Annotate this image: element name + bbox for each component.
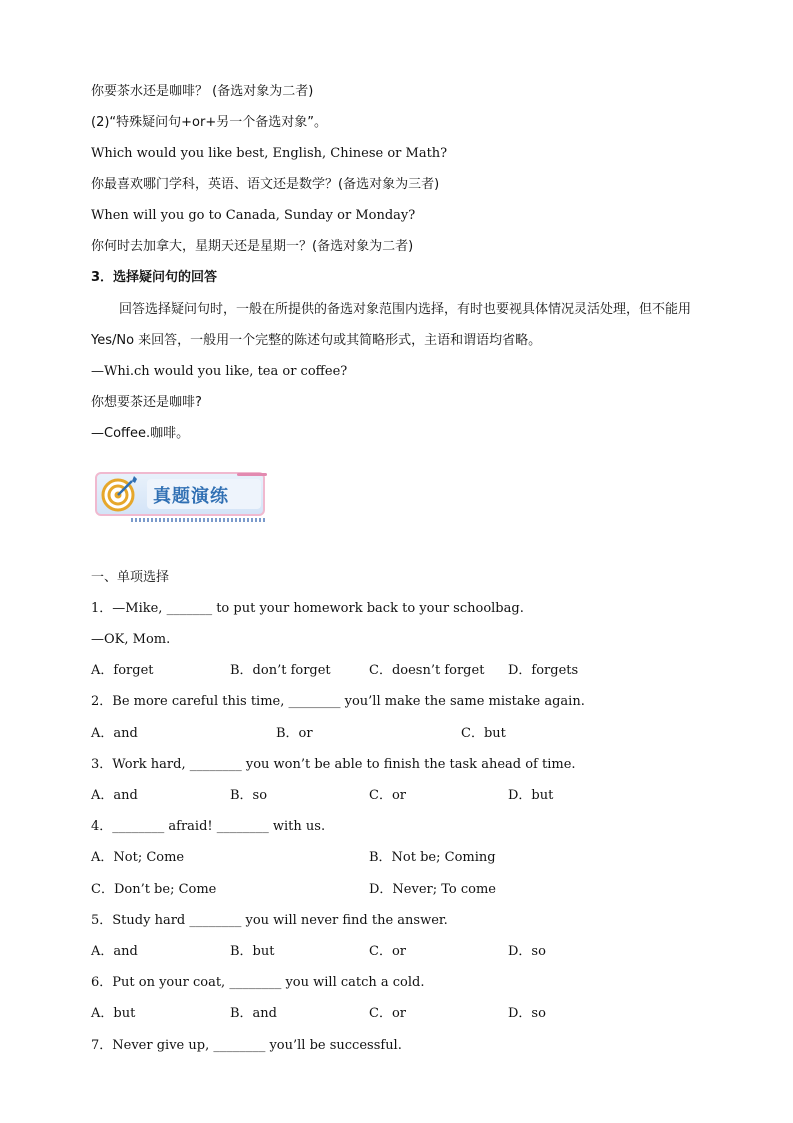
question-4-option-d[interactable]: D．Never; To come bbox=[369, 882, 497, 897]
question-4-option-b[interactable]: B．Not be; Coming bbox=[369, 850, 496, 865]
example-line-2: 你想要茶还是咖啡? bbox=[91, 395, 202, 410]
intro-line-2: (2)“特殊疑问句+or+另一个备选对象”。 bbox=[91, 115, 327, 130]
exercise-heading: 一、单项选择 bbox=[91, 570, 170, 585]
banner-accent bbox=[237, 473, 267, 476]
example-line-3: —Coffee.咖啡。 bbox=[91, 426, 190, 441]
question-3-option-b[interactable]: B．so bbox=[230, 788, 268, 803]
question-3-stem: 3．Work hard, ________ you won’t be able to finish the task ahead of time. bbox=[91, 757, 576, 772]
question-5-option-c[interactable]: C．or bbox=[369, 944, 406, 959]
question-4-stem: 4．________ afraid! ________ with us. bbox=[91, 819, 326, 834]
question-2-option-a[interactable]: A．and bbox=[91, 726, 138, 741]
example-line-1: —Whi.ch would you like, tea or coffee? bbox=[91, 364, 348, 379]
intro-line-4: 你最喜欢哪门学科，英语、语文还是数学？(备选对象为三者) bbox=[91, 177, 440, 192]
question-4-option-a[interactable]: A．Not; Come bbox=[91, 850, 185, 865]
question-5-option-b[interactable]: B．but bbox=[230, 944, 275, 959]
question-6-option-a[interactable]: A．but bbox=[91, 1006, 136, 1021]
intro-line-3: Which would you like best, English, Chinese or Math? bbox=[91, 146, 448, 161]
question-1-option-a[interactable]: A．forget bbox=[91, 663, 154, 678]
question-6-option-c[interactable]: C．or bbox=[369, 1006, 406, 1021]
section-paragraph bbox=[91, 294, 703, 356]
question-1-option-d[interactable]: D．forgets bbox=[508, 663, 579, 678]
question-1-option-c[interactable]: C．doesn’t forget bbox=[369, 663, 485, 678]
section-banner bbox=[91, 470, 269, 526]
question-1-stem: 1．—Mike, _______ to put your homework back to your schoolbag. bbox=[91, 601, 524, 616]
banner-title: 真题演练 bbox=[153, 486, 229, 507]
question-7-stem: 7．Never give up, ________ you’ll be successful. bbox=[91, 1038, 402, 1053]
question-1-option-b[interactable]: B．don’t forget bbox=[230, 663, 331, 678]
question-2-option-b[interactable]: B．or bbox=[276, 726, 313, 741]
intro-line-1: 你要茶水还是咖啡？ (备选对象为二者) bbox=[91, 84, 314, 99]
question-4-option-c[interactable]: C．Don’t be; Come bbox=[91, 882, 217, 897]
section-heading: 3．选择疑问句的回答 bbox=[91, 270, 218, 285]
question-6-option-b[interactable]: B．and bbox=[230, 1006, 277, 1021]
target-dart-icon bbox=[99, 474, 139, 514]
paragraph-text: 回答选择疑问句时，一般在所提供的备选对象范围内选择，有时也要视具体情况灵活处理，但不能用 Yes/No 来回答，一般用一个完整的陈述句或其简略形式，主语和谓语均省略。 bbox=[91, 302, 692, 348]
question-5-option-d[interactable]: D．so bbox=[508, 944, 546, 959]
question-2-option-c[interactable]: C．but bbox=[461, 726, 506, 741]
intro-line-5: When will you go to Canada, Sunday or Monday? bbox=[91, 208, 416, 223]
intro-line-6: 你何时去加拿大，星期天还是星期一？(备选对象为二者) bbox=[91, 239, 414, 254]
question-3-option-d[interactable]: D．but bbox=[508, 788, 554, 803]
question-5-stem: 5．Study hard ________ you will never find the answer. bbox=[91, 913, 448, 928]
question-3-option-c[interactable]: C．or bbox=[369, 788, 406, 803]
banner-underline bbox=[131, 518, 265, 522]
question-6-stem: 6．Put on your coat, ________ you will catch a cold. bbox=[91, 975, 425, 990]
question-6-option-d[interactable]: D．so bbox=[508, 1006, 546, 1021]
question-5-option-a[interactable]: A．and bbox=[91, 944, 138, 959]
question-3-option-a[interactable]: A．and bbox=[91, 788, 138, 803]
question-2-stem: 2．Be more careful this time, ________ you’ll make the same mistake again. bbox=[91, 694, 585, 709]
question-1-extra: —OK, Mom. bbox=[91, 632, 171, 647]
